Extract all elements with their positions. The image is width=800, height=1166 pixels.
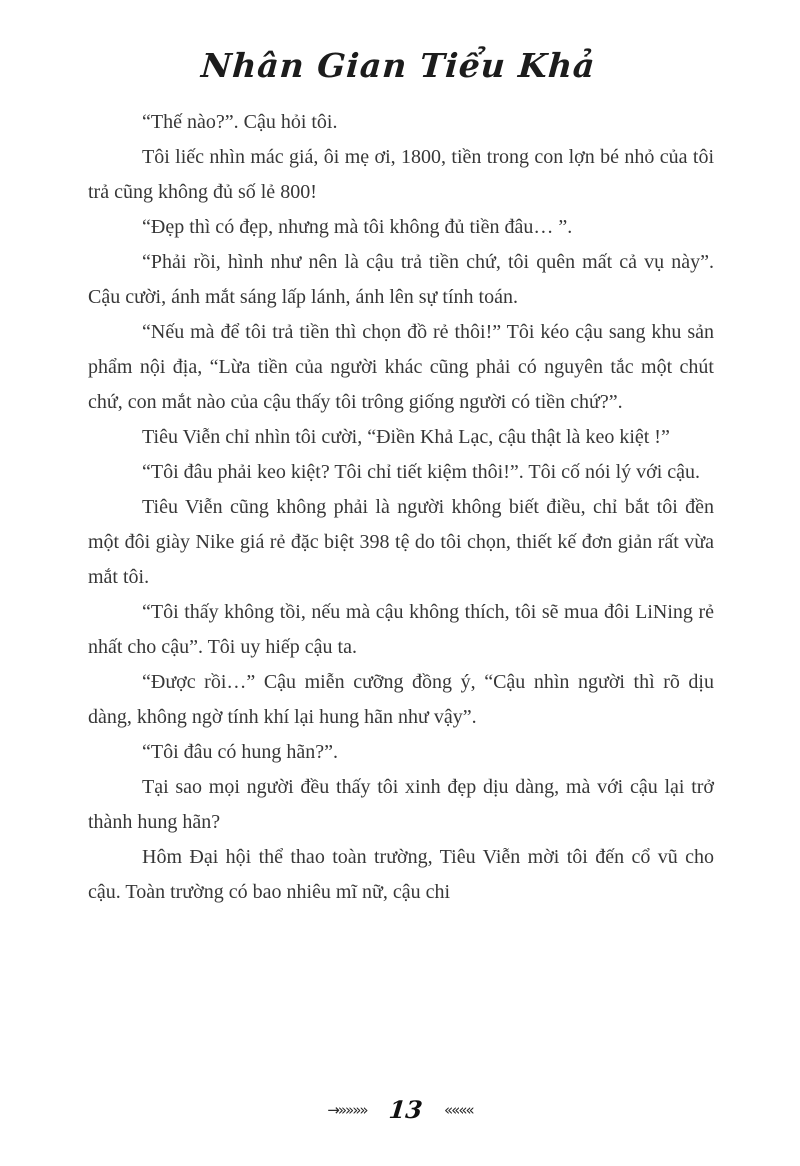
paragraph: “Tôi thấy không tồi, nếu mà cậu không thích, tôi sẽ mua đôi LiNing rẻ nhất cho cậu”. Tôi uy hiếp cậu ta. <box>88 601 714 658</box>
paragraph: Tiêu Viễn chỉ nhìn tôi cười, “Điền Khả Lạc, cậu thật là keo kiệt !” <box>142 426 670 448</box>
paragraph: “Được rồi…” Cậu miễn cưỡng đồng ý, “Cậu nhìn người thì rõ dịu dàng, không ngờ tính khí lại hung hãn như vậy”. <box>88 671 714 728</box>
page-body-text <box>0 85 800 910</box>
paragraph: Hôm Đại hội thể thao toàn trường, Tiêu Viễn mời tôi đến cổ vũ cho cậu. Toàn trường có bao nhiêu mĩ nữ, cậu chi <box>88 846 714 903</box>
paragraph: Tiêu Viễn cũng không phải là người không biết điều, chỉ bắt tôi đền một đôi giày Nike giá rẻ đặc biệt 398 tệ do tôi chọn, thiết kế đơn giản rất vừa mắt tôi. <box>88 496 714 588</box>
page-title: Nhân Gian Tiểu Khả <box>199 46 597 85</box>
paragraph: Tại sao mọi người đều thấy tôi xinh đẹp dịu dàng, mà với cậu lại trở thành hung hãn? <box>88 776 714 833</box>
footer-ornament-left-icon: →»»»» <box>327 1100 367 1119</box>
paragraph: “Nếu mà để tôi trả tiền thì chọn đồ rẻ thôi!” Tôi kéo cậu sang khu sản phẩm nội địa, “Lừa tiền của người khác cũng phải có nguyên tắc một chút chứ, con mắt nào của cậu thấy tôi trông giống người có tiền chứ?”. <box>88 321 714 413</box>
paragraph: “Đẹp thì có đẹp, nhưng mà tôi không đủ tiền đâu… ”. <box>142 216 573 238</box>
paragraph: Tôi liếc nhìn mác giá, ôi mẹ ơi, 1800, tiền trong con lợn bé nhỏ của tôi trả cũng không đủ số lẻ 800! <box>88 146 714 203</box>
paragraph: “Thế nào?”. Cậu hỏi tôi. <box>142 111 338 133</box>
paragraph: “Phải rồi, hình như nên là cậu trả tiền chứ, tôi quên mất cả vụ này”. Cậu cười, ánh mắt sáng lấp lánh, ánh lên sự tính toán. <box>88 251 714 308</box>
page-number: 13 <box>387 1095 424 1124</box>
paragraph: “Tôi đâu phải keo kiệt? Tôi chỉ tiết kiệm thôi!”. Tôi cố nói lý với cậu. <box>142 461 701 483</box>
footer-ornament-right-icon: «««« <box>443 1100 473 1119</box>
page-footer <box>0 1095 800 1124</box>
paragraph: “Tôi đâu có hung hãn?”. <box>142 741 339 763</box>
